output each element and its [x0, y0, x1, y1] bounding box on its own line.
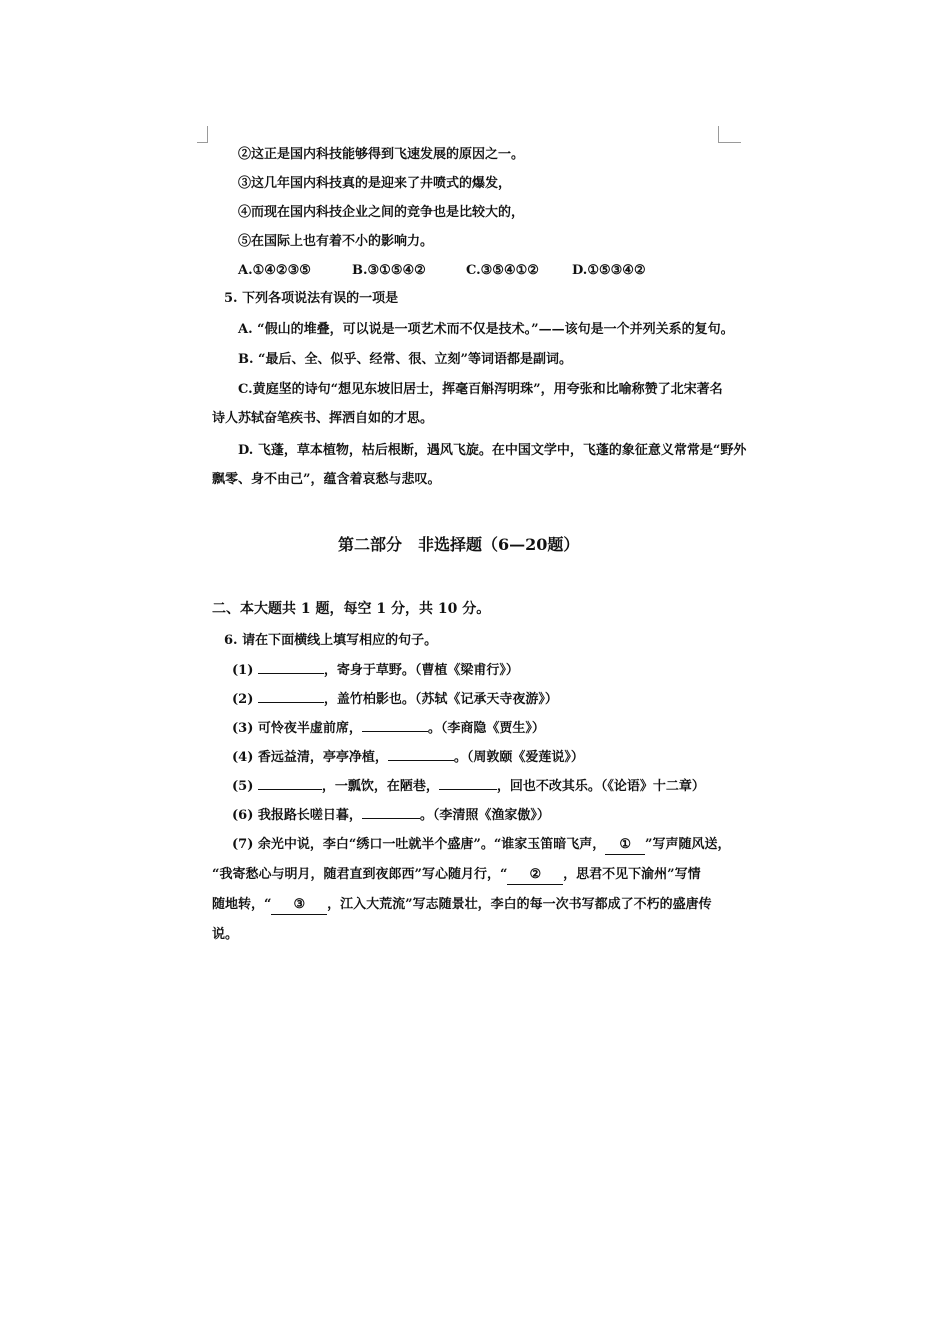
q4-sentence-5: ⑤在国际上也有着不小的影响力。: [238, 234, 434, 249]
q6-item-5-number: (5): [232, 779, 254, 794]
part2-title: 第二部分 非选择题（6—20题）: [338, 535, 580, 554]
q6-item-4-source: 。（周敦颐《爱莲说》）: [453, 750, 584, 765]
q5-option-c-line2: 诗人苏轼奋笔疾书、挥洒自如的才思。: [212, 411, 434, 426]
q6-item-2: [232, 690, 558, 709]
q6-item-4: [232, 748, 584, 767]
q4-option-c: C.③⑤④①②: [466, 263, 539, 278]
q6-item-7-line2: [212, 866, 701, 885]
q4-option-b: B.③①⑤④②: [352, 263, 426, 278]
q6-item-7-text-2: “我寄愁心与明月，随君直到夜郎西”写心随月行，“: [212, 867, 508, 882]
q6-item-7-blank-2[interactable]: ②: [507, 866, 563, 885]
q6-item-5-source: ，回也不改其乐。（《论语》十二章）: [496, 779, 705, 794]
q6-stem: 6. 请在下面横线上填写相应的句子。: [224, 633, 438, 648]
q6-item-6-text: (6) 我报路长嗟日暮，: [232, 808, 362, 823]
q6-item-1-text: ，寄身于草野。（曹植《梁甫行》）: [323, 663, 519, 678]
q6-item-3-source: 。（李商隐《贾生》）: [427, 721, 545, 736]
q6-item-7-note-2: ，思君不见下渝州”写情: [563, 867, 701, 882]
q6-item-1-number: (1): [232, 663, 254, 678]
q6-item-7-line1: [232, 836, 730, 855]
q6-item-7-text-3: 随地转，“: [212, 897, 272, 912]
q6-item-7-blank-3[interactable]: ③: [271, 896, 327, 915]
q5-stem: 5. 下列各项说法有误的一项是: [224, 291, 399, 306]
q6-item-7-line4: 说。: [212, 927, 239, 942]
q6-item-7-intro: (7) 余光中说，李白“绣口一吐就半个盛唐”。“谁家玉笛暗飞声，: [232, 837, 606, 852]
q6-item-5-blank-1[interactable]: [258, 777, 322, 790]
q6-item-7-note-1: ”写声随风送，: [644, 837, 731, 852]
q6-item-6-source: 。（李清照《渔家傲》）: [419, 808, 550, 823]
q4-sentence-3: ③这几年国内科技真的是迎来了井喷式的爆发，: [238, 176, 512, 191]
q5-option-b: B. “最后、全、似乎、经常、很、立刻”等词语都是副词。: [238, 352, 572, 367]
q6-item-5: [232, 777, 705, 796]
q6-item-2-number: (2): [232, 692, 254, 707]
q6-item-2-blank[interactable]: [258, 690, 324, 703]
q6-item-7-note-3: ，江入大荒流”写志随景壮，李白的每一次书写都成了不朽的盛唐传: [327, 897, 712, 912]
q6-item-1-blank[interactable]: [258, 661, 324, 674]
section2-title: 二、本大题共 1 题，每空 1 分，共 10 分。: [212, 601, 491, 617]
crop-mark-left: [197, 126, 208, 143]
q6-item-4-text: (4) 香远益清，亭亭净植，: [232, 750, 388, 765]
q6-item-3-text: (3) 可怜夜半虚前席，: [232, 721, 362, 736]
q4-option-d: D.①⑤③④②: [572, 263, 646, 278]
q5-option-d-line1: D. 飞蓬，草本植物，枯后根断，遇风飞旋。在中国文学中，飞蓬的象征意义常常是“野外: [238, 443, 747, 458]
q4-option-a: A.①④②③⑤: [238, 263, 311, 278]
q6-item-1: [232, 661, 519, 680]
q6-item-3: [232, 719, 545, 738]
q6-item-7-line3: [212, 896, 712, 915]
q5-option-c-line1: C.黄庭坚的诗句“想见东坡旧居士，挥毫百斛泻明珠”，用夸张和比喻称赞了北宋著名: [238, 382, 723, 397]
q6-item-2-text: ，盖竹柏影也。（苏轼《记承天寺夜游》）: [323, 692, 558, 707]
crop-mark-right: [718, 126, 741, 143]
q6-item-5-middle: ，一瓢饮，在陋巷，: [321, 779, 439, 794]
q4-sentence-2: ②这正是国内科技能够得到飞速发展的原因之一。: [238, 147, 525, 162]
q6-item-6-blank[interactable]: [362, 806, 420, 819]
q6-item-4-blank[interactable]: [388, 748, 454, 761]
q6-item-6: [232, 806, 550, 825]
q5-option-a: A. “假山的堆叠，可以说是一项艺术而不仅是技术。”——该句是一个并列关系的复句。: [238, 322, 734, 337]
q4-sentence-4: ④而现在国内科技企业之间的竞争也是比较大的，: [238, 205, 525, 220]
q6-item-5-blank-2[interactable]: [439, 777, 497, 790]
q6-item-7-blank-1[interactable]: ①: [605, 836, 645, 855]
q6-item-3-blank[interactable]: [362, 719, 428, 732]
q5-option-d-line2: 飘零、身不由己”，蕴含着哀愁与悲叹。: [212, 472, 441, 487]
